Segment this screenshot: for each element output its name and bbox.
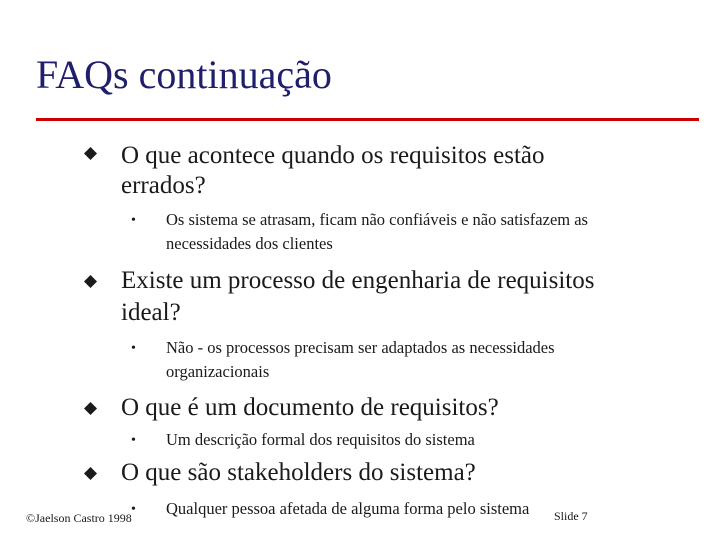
question-1-line-2: errados? <box>121 172 206 199</box>
question-2-line-1: Existe um processo de engenharia de requisitos <box>121 267 595 294</box>
slide-title: FAQs continuação <box>36 52 332 97</box>
footer-copyright: ©Jaelson Castro 1998 <box>26 511 132 525</box>
dot-icon: • <box>131 213 136 228</box>
question-3-line-1: O que é um documento de requisitos? <box>121 394 499 421</box>
answer-1-line-2: necessidades dos clientes <box>166 234 333 253</box>
diamond-icon <box>84 467 97 480</box>
answer-3-line-1: Um descrição formal dos requisitos do sistema <box>166 430 475 449</box>
diamond-icon <box>84 275 97 288</box>
question-1-line-1: O que acontece quando os requisitos estão <box>121 142 545 169</box>
question-4-line-1: O que são stakeholders do sistema? <box>121 459 476 486</box>
dot-icon: • <box>131 502 136 517</box>
answer-2-line-2: organizacionais <box>166 362 270 381</box>
answer-4-line-1: Qualquer pessoa afetada de alguma forma pelo sistema <box>166 499 530 518</box>
diamond-icon <box>84 147 97 160</box>
diamond-icon <box>84 402 97 415</box>
dot-icon: • <box>131 433 136 448</box>
slide-number: Slide 7 <box>554 509 588 523</box>
answer-2-line-1: Não - os processos precisam ser adaptados as necessidades <box>166 338 555 357</box>
dot-icon: • <box>131 341 136 356</box>
question-2-line-2: ideal? <box>121 299 181 326</box>
answer-1-line-1: Os sistema se atrasam, ficam não confiáveis e não satisfazem as <box>166 210 588 229</box>
title-divider <box>36 118 699 121</box>
